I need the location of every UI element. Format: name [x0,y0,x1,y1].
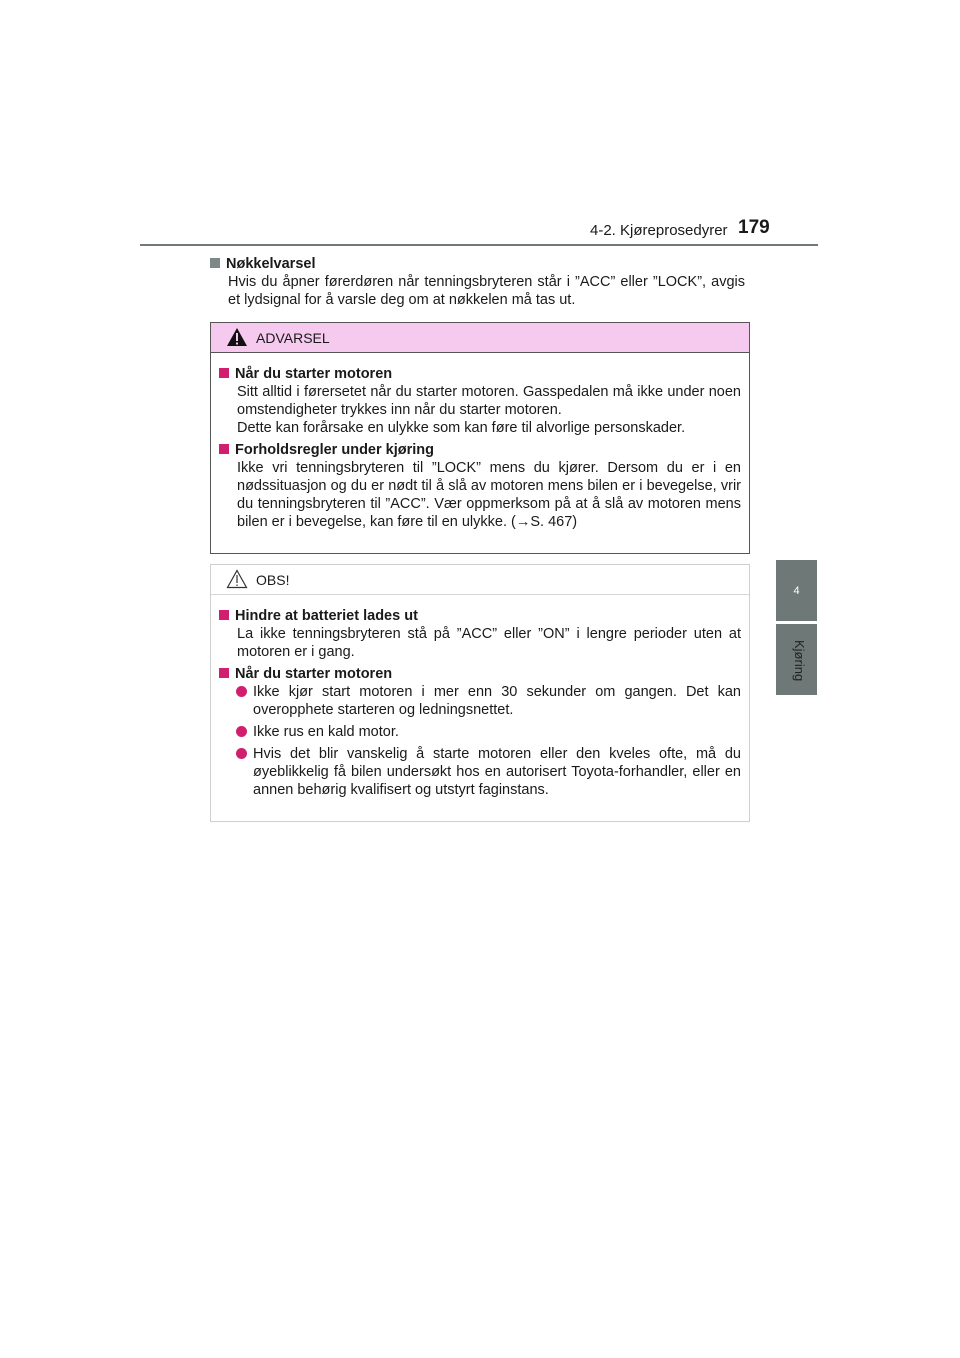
warning-item [219,365,741,437]
warning-box [210,322,750,554]
square-bullet-icon [219,368,229,378]
circle-bullet-icon [236,686,247,697]
square-bullet-icon [219,610,229,620]
notice-item [219,607,741,661]
list-item [219,745,741,799]
warning-triangle-filled-icon [226,327,248,352]
list-item [219,683,741,719]
warning-paragraph: Ikke vri tenningsbryteren til ”LOCK” mens du kjører. Dersom du er i en nødssituasjon og du er nødt til å slå av motoren mens bilen er i bevegelse, vrir du tenningsbryteren til ”ACC”. Vær oppmerksom på at å slå av motoren mens bilen er i bevegelse, kan føre til en ulykke. (→S. 467) [237,460,741,530]
list-item [219,723,741,741]
notice-item [219,665,741,799]
warning-paragraph: Dette kan forårsake en ulykke som kan føre til alvorlige personskader. [237,420,686,436]
warning-item-heading: Forholdsregler under kjøring [235,442,434,458]
square-bullet-icon [210,258,220,268]
notice-label: OBS! [256,572,290,588]
intro-heading: Nøkkelvarsel [226,256,316,272]
bullet-text: Ikke kjør start motoren i mer enn 30 sekunder om gangen. Det kan overopphete starteren og ledningsnettet. [253,684,741,718]
notice-item-heading: Når du starter motoren [235,666,393,682]
warning-triangle-outline-icon [226,569,248,594]
chapter-tab: 4 [776,560,817,621]
warning-paragraph: Sitt alltid i førersetet når du starter motoren. Gasspedalen må ikke under noen omstendigheter trykkes inn når du starter motoren. [237,384,741,418]
square-bullet-icon [219,668,229,678]
warning-item [219,441,741,531]
intro-section [210,255,745,309]
square-bullet-icon [219,444,229,454]
notice-header [211,565,749,595]
notice-item-heading: Hindre at batteriet lades ut [235,608,418,624]
chapter-label: Kjøring [792,640,807,682]
warning-label: ADVARSEL [256,330,330,346]
warning-header [211,323,749,353]
circle-bullet-icon [236,726,247,737]
notice-box [210,564,750,822]
warning-item-heading: Når du starter motoren [235,366,393,382]
bullet-text: Hvis det blir vanskelig å starte motoren eller den kveles ofte, må du øyeblikkelig få bilen undersøkt hos en autorisert Toyota-forhandler, eller en annen behørig kvalifisert og utstyrt faginstans. [253,746,741,798]
notice-text: La ikke tenningsbryteren stå på ”ACC” eller ”ON” i lengre perioder uten at motoren er i gang. [237,626,741,660]
page-number: 179 [738,217,770,238]
section-title: 4-2. Kjøreprosedyrer [590,222,728,239]
circle-bullet-icon [236,748,247,759]
bullet-text: Ikke rus en kald motor. [253,724,399,740]
intro-text: Hvis du åpner førerdøren når tenningsbryteren står i ”ACC” eller ”LOCK”, avgis et lydsignal for å varsle deg om at nøkkelen må tas ut. [228,274,745,308]
header-rule [140,244,818,246]
